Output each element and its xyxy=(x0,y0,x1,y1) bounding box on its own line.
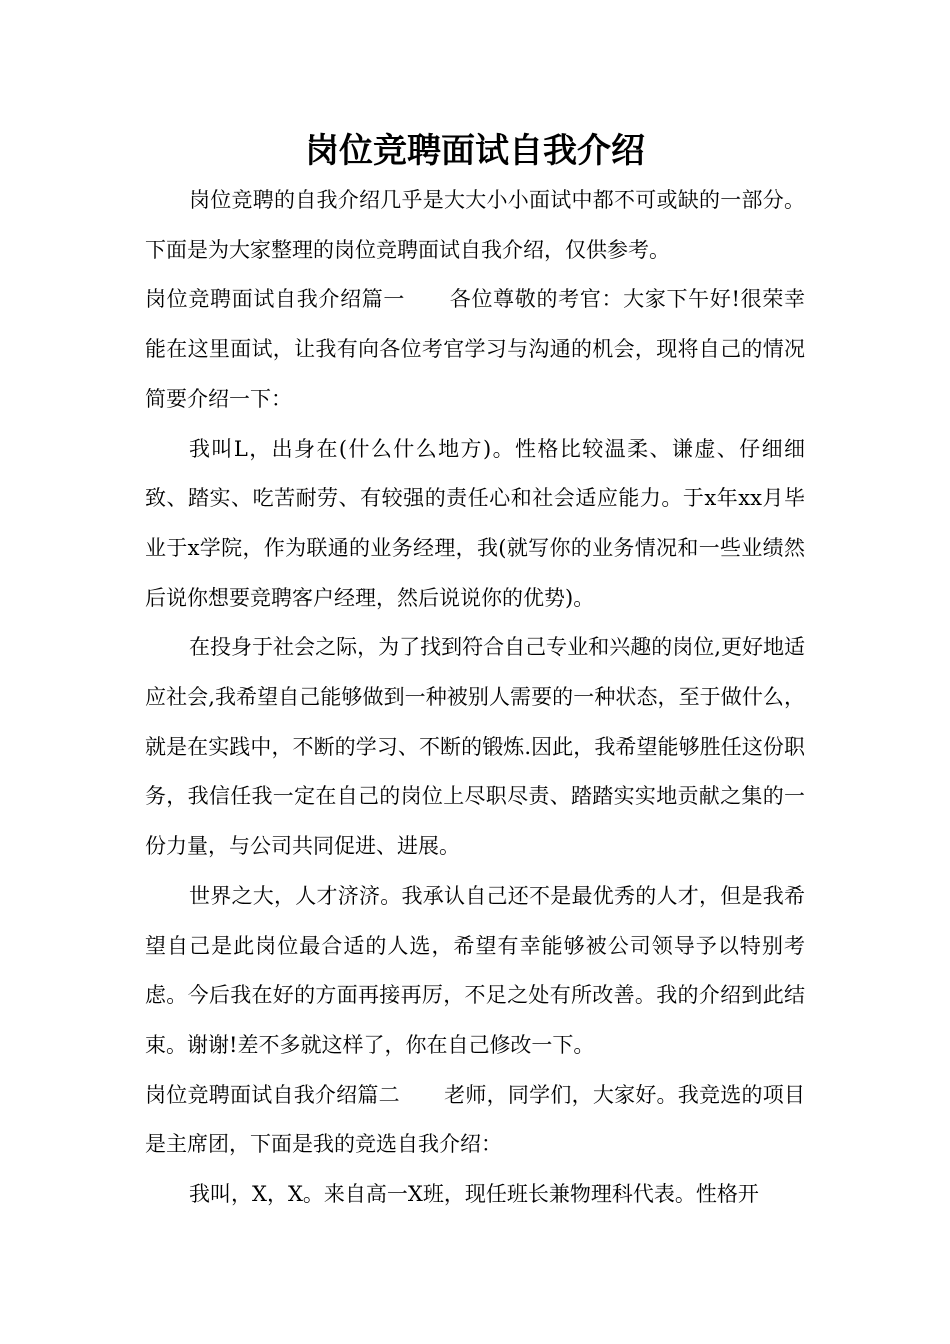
section-1-heading: 岗位竞聘面试自我介绍篇一 xyxy=(145,287,406,312)
document-body xyxy=(145,176,805,1220)
section-1-paragraph-3: 世界之大，人才济济。我承认自己还不是最优秀的人才，但是我希望自己是此岗位最合适的人选，希望有幸能够被公司领导予以特别考虑。今后我在好的方面再接再厉，不足之处有所改善。我的介绍到此结束。谢谢!差不多就这样了，你在自己修改一下。 xyxy=(145,883,805,1057)
intro-paragraph: 岗位竞聘的自我介绍几乎是大大小小面试中都不可或缺的一部分。下面是为大家整理的岗位竞聘面试自我介绍，仅供参考。 xyxy=(145,188,805,262)
section-1-paragraph-1: 我叫L，出身在(什么什么地方)。性格比较温柔、谦虚、仔细细致、踏实、吃苦耐劳、有较强的责任心和社会适应能力。于x年xx月毕业于x学院，作为联通的业务经理，我(就写你的业务情况和一些业绩然后说你想要竞聘客户经理，然后说说你的优势)。 xyxy=(145,436,805,610)
section-2-lead-paragraph xyxy=(145,1071,805,1170)
document-title: 岗位竞聘面试自我介绍 xyxy=(305,131,645,171)
section-2-heading: 岗位竞聘面试自我介绍篇二 xyxy=(145,1082,400,1107)
section-2-paragraph-1: 我叫，X，X。来自高一X班，现任班长兼物理科代表。性格开 xyxy=(189,1182,759,1207)
section-2-lead-text: 老师，同学们，大家好。我竞选的项目是主席团，下面是我的竞选自我介绍： xyxy=(145,1082,806,1157)
section-1-lead-paragraph xyxy=(145,275,805,424)
section-1-lead-text: 各位尊敬的考官：大家下午好!很荣幸能在这里面试，让我有向各位考官学习与沟通的机会，现将自己的情况简要介绍一下： xyxy=(145,287,805,411)
section-1-paragraph-2: 在投身于社会之际，为了找到符合自己专业和兴趣的岗位,更好地适应社会,我希望自己能够做到一种被别人需要的一种状态，至于做什么，就是在实践中，不断的学习、不断的锻炼.因此，我希望能够胜任这份职务，我信任我一定在自己的岗位上尽职尽责、踏踏实实地贡献之集的一份力量，与公司共同促进、进展。 xyxy=(145,635,805,859)
